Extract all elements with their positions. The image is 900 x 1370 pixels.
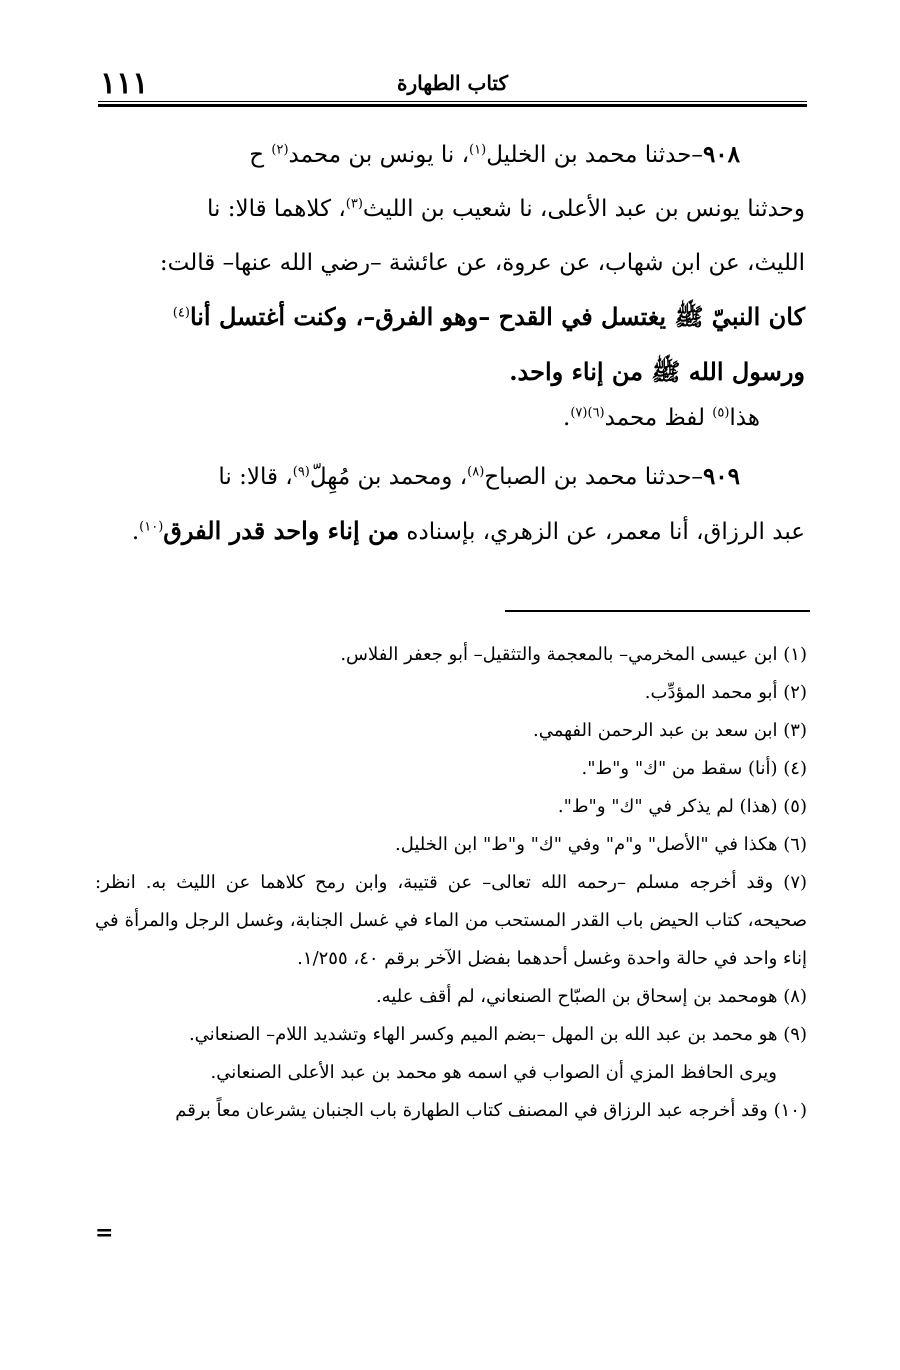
footnote-ref: (٨)	[467, 464, 485, 480]
hadith-908-note: هذا$^{(٥)}$ لفظ محمد$^{(٦)(٧)}$.	[563, 405, 760, 431]
footnote-6: (٦) هكذا في "الأصل" و"م" وفي "ك" و"ط" ابن الخليل.	[395, 834, 807, 855]
hadith-908-line-3: الليث، عن ابن شهاب، عن عروة، عن عائشة –رضي الله عنها– قالت:	[159, 250, 805, 276]
footnote-4: (٤) (أنا) سقط من "ك" و"ط".	[581, 758, 807, 779]
continuation-mark: =	[95, 1220, 114, 1246]
main-text	[95, 128, 805, 559]
header-rule-thick	[98, 104, 807, 107]
page-number: ١١١	[100, 66, 149, 101]
footnote-7: (٧) وقد أخرجه مسلم –رحمه الله تعالى– عن قتيبة، وابن رمح كلاهما عن الليث به. انظر: صحيحه، كتاب الحيض باب القدر المستحب من الماء في غسل الجنابة، وغسل الرجل والمرأة في إناء واحد في حالة واحدة وغسل أحدهما بفضل الآخر برقم ٤٠، ١/٢٥٥.	[95, 872, 808, 969]
header-rule-thin	[98, 101, 807, 102]
footnote-8: (٨) هومحمد بن إسحاق بن الصبّاح الصنعاني، لم أقف عليه.	[375, 986, 807, 1007]
footnote-10: (١٠) وقد أخرجه عبد الرزاق في المصنف كتاب الطهارة باب الجنبان يشرعان معاً برقم	[175, 1100, 807, 1121]
footnote-ref: (٦)(٧)	[570, 405, 605, 421]
footnote-ref: (١)	[469, 142, 487, 158]
hadith-908-matn-1: كان النبيّ ﷺ يغتسل في القدح –وهو الفرق–، وكنت أغتسل أنا$^{(٤)}$	[172, 302, 805, 331]
footnote-3: (٣) ابن سعد بن عبد الرحمن الفهمي.	[533, 720, 807, 741]
footnote-ref: (٩)	[292, 464, 310, 480]
footnote-1: (١) ابن عيسى المخرمي– بالمعجمة والتثقيل– أبو جعفر الفلاس.	[340, 644, 807, 665]
footnote-ref: (٣)	[345, 196, 363, 212]
hadith-908-line-1: ٩٠٨–حدثنا محمد بن الخليل$^{(١)}$، نا يونس بن محمد$^{(٢)}$ ح	[249, 141, 740, 168]
hadith-908-line-2: وحدثنا يونس بن عبد الأعلى، نا شعيب بن الليث$^{(٣)}$، كلاهما قالا: نا	[207, 196, 805, 222]
footnote-5: (٥) (هذا) لم يذكر في "ك" و"ط".	[557, 796, 807, 817]
running-header	[100, 66, 805, 101]
hadith-909-line-2: عبد الرزاق، أنا معمر، عن الزهري، بإسناده من إناء واحد قدر الفرق$^{(١٠)}$.	[131, 516, 805, 545]
footnote-ref: (٢)	[271, 142, 289, 158]
hadith-number: ٩٠٨	[702, 141, 740, 168]
footnotes	[95, 636, 807, 1130]
footnote-ref: (٤)	[172, 305, 190, 321]
hadith-909-line-1: ٩٠٩–حدثنا محمد بن الصباح$^{(٨)}$، ومحمد بن مُهِلّ$^{(٩)}$، قالا: نا	[218, 463, 740, 490]
footnote-9: (٩) هو محمد بن عبد الله بن المهل –بضم الميم وكسر الهاء وتشديد اللام– الصنعاني.	[188, 1024, 807, 1045]
footnote-separator	[505, 610, 810, 612]
footnote-2: (٢) أبو محمد المؤدِّب.	[644, 682, 807, 703]
footnote-ref: (١٠)	[139, 519, 164, 535]
hadith-908-matn-2: ورسول الله ﷺ من إناء واحد.	[509, 357, 805, 386]
footnote-9-continued: ويرى الحافظ المزي أن الصواب في اسمه هو محمد بن عبد الأعلى الصنعاني.	[210, 1062, 777, 1083]
hadith-number: ٩٠٩	[702, 463, 740, 490]
chapter-title: كتاب الطهارة	[397, 71, 508, 95]
footnote-ref: (٥)	[712, 405, 730, 421]
